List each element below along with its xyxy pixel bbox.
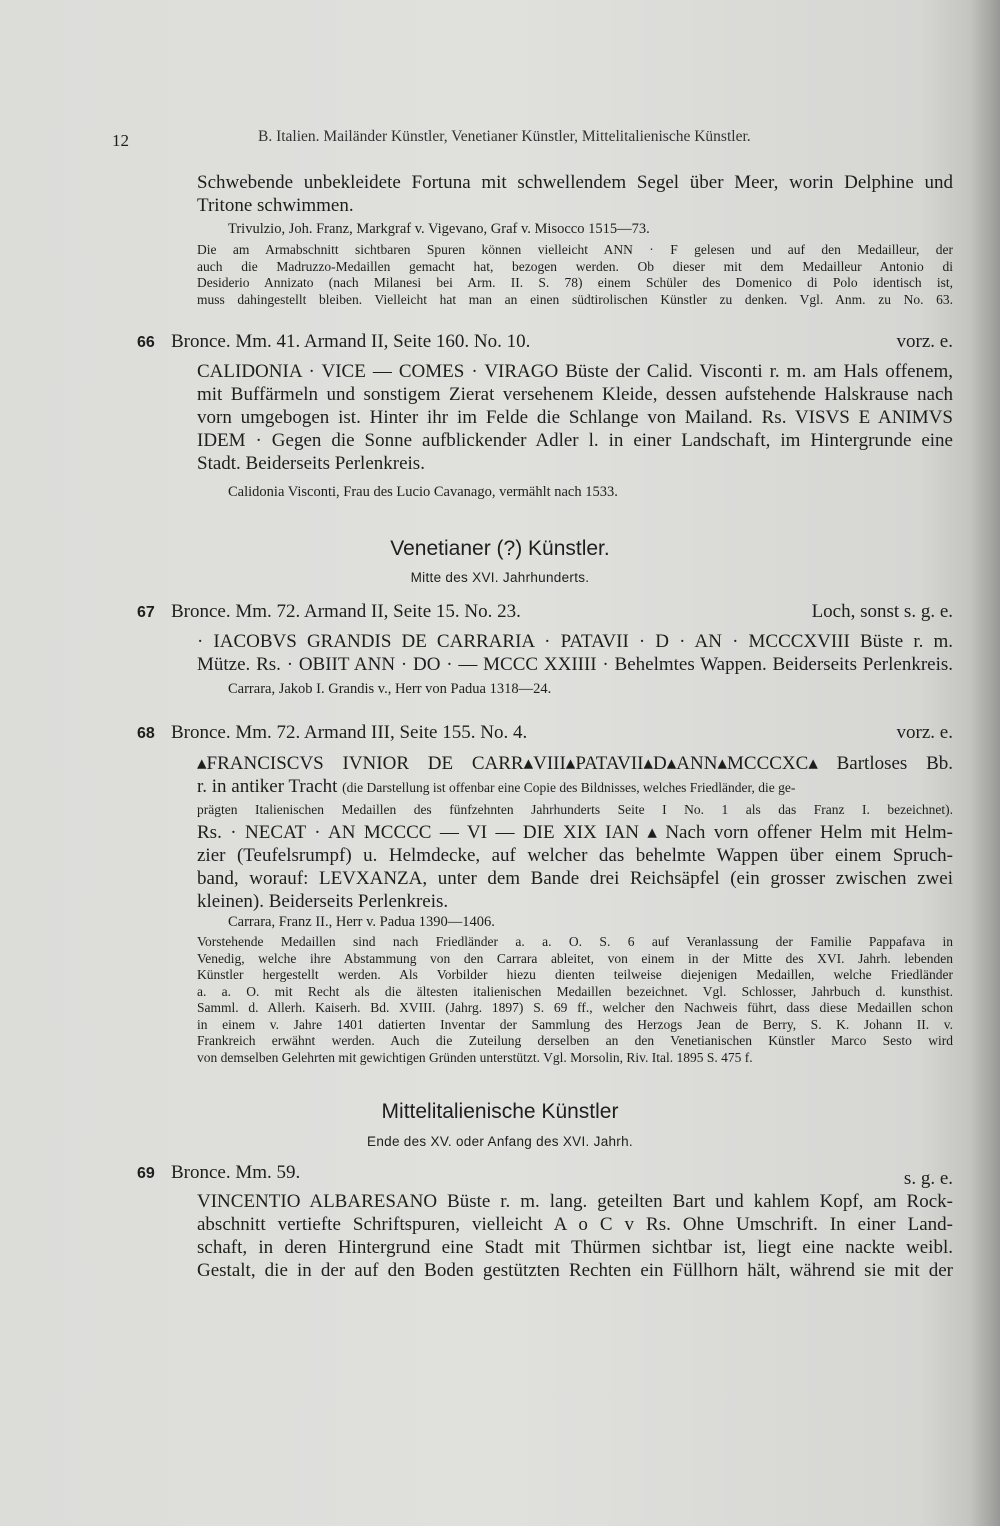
note-line: Desiderio Annizato (nach Milanesi bei Arm. II. S. 78) einem Schüler des Domenico di Polo identisch ist, (197, 275, 953, 290)
description-line: vorn umgebogen ist. Hinter ihr im Felde die Schlange von Mailand. Rs. VISVS E ANIMVS (197, 407, 953, 428)
intro-note-trivulzio: Trivulzio, Joh. Franz, Markgraf v. Vigevano, Graf v. Misocco 1515—73. (228, 221, 650, 237)
note-line: Künstler hergestellt werden. Als Vorbilder hiezu dienten teilweise diejenigen Medaillen, welche Friedländer (197, 967, 953, 982)
entry-number: 66 (137, 334, 155, 351)
description-line: Mütze. Rs. · OBIIT ANN · DO · — MCCC XXIIII · Behelmtes Wappen. Beiderseits Perlenkreis. (197, 654, 953, 675)
entry-67-heading (137, 601, 953, 623)
note-line: Samml. d. Allerh. Kaiserh. Bd. XVIII. (Jahrg. 1897) S. 69 ff., welcher den Nachweis führt, dass diese Medaillen schon (197, 1000, 953, 1015)
entry-68-note-paragraph (197, 934, 953, 1066)
entry-grade: Loch, sonst s. g. e. (811, 601, 953, 622)
description-line: VINCENTIO ALBARESANO Büste r. m. lang. geteilten Bart und kahlem Kopf, am Rock- (197, 1191, 953, 1212)
entry-head-text: Bronce. Mm. 72. Armand III, Seite 155. No. 4. (171, 722, 528, 743)
entry-66-note: Calidonia Visconti, Frau des Lucio Cavanago, vermählt nach 1533. (228, 484, 618, 500)
description-line: kleinen). Beiderseits Perlenkreis. (197, 891, 449, 912)
entry-66-heading (137, 331, 953, 353)
entry-number: 67 (137, 604, 155, 621)
description-line: Stadt. Beiderseits Perlenkreis. (197, 453, 425, 474)
entry-68-note-carrara: Carrara, Franz II., Herr v. Padua 1390—1406. (228, 914, 495, 930)
entry-grade: s. g. e. (903, 1168, 953, 1189)
intro-line: Schwebende unbekleidete Fortuna mit schwellendem Segel über Meer, worin Delphine und (197, 172, 953, 193)
note-line: in einem v. Jahre 1401 datierten Inventar der Sammlung des Herzogs Jean de Berry, S. K. Johann II. v. (197, 1016, 953, 1032)
description-line: · IACOBVS GRANDIS DE CARRARIA · PATAVII · D · AN · MCCCXVIII Büste r. m. (197, 631, 953, 652)
description-line: Gestalt, die in der auf den Boden gestützten Rechten ein Füllhorn hält, während sie mit der (197, 1260, 953, 1281)
note-line: Vorstehende Medaillen sind nach Friedländer a. a. O. S. 6 auf Veranlassung der Familie Pappafava in (197, 934, 953, 949)
description-line: schaft, in deren Hintergrund eine Stadt mit Thürmen sichtbar ist, liegt eine nackte weibl. (197, 1237, 953, 1258)
page-number: 12 (112, 131, 129, 150)
description-line: IDEM · Gegen die Sonne aufblickender Adler l. in einer Landschaft, im Hintergrunde eine (197, 430, 953, 451)
description-aside: (die Darstellung ist offenbar eine Copie des Bildnisses, welches Friedländer, die ge- (342, 780, 796, 795)
entry-number: 69 (137, 1165, 155, 1182)
entry-head-text: Bronce. Mm. 72. Armand II, Seite 15. No. 23. (171, 601, 521, 622)
section-title-mittelitalienisch: Mittelitalienische Künstler (381, 1100, 619, 1123)
note-line: muss dahingestellt bleiben. Vielleicht hat man an einen südtirolischen Künstler zu denken. Vgl. Anm. zu No. 63. (197, 291, 953, 307)
intro-paragraph (197, 171, 953, 217)
note-line: a. a. O. mit Recht als die ältesten italienischen Medaillen bezeichnet. Vgl. Schlosser, Jahrbuch d. kunsthist. (197, 983, 953, 999)
running-title: B. Italien. Mailänder Künstler, Venetianer Künstler, Mittelitalienische Künstler. (258, 128, 751, 145)
entry-head-text: Bronce. Mm. 59. (171, 1162, 301, 1183)
entry-head-text: Bronce. Mm. 41. Armand II, Seite 160. No. 10. (171, 331, 531, 352)
note-line: Venedig, welche ihre Abstammung von den Carrara ableitet, von einem in der Mitte des XVI. Jahrh. lebenden (197, 950, 953, 966)
description-line: band, worauf: LEVXANZA, unter dem Bande drei Reichsäpfel (ein grosser zwischen zwei (197, 868, 953, 889)
description-line: Rs. · NECAT · AN MCCCC — VI — DIE XIX IAN ▴ Nach vorn offener Helm mit Helm- (197, 822, 953, 843)
note-line: von demselben Gelehrten mit gewichtigen Gründen unterstützt. Vgl. Morsolin, Riv. Ital. 1895 S. 475 f. (197, 1049, 753, 1065)
page-spine-shadow (970, 0, 1000, 1526)
description-line: CALIDONIA · VICE — COMES · VIRAGO Büste der Calid. Visconti r. m. am Hals offenem, (197, 361, 953, 382)
entry-grade: vorz. e. (896, 722, 953, 743)
entry-66-description (197, 360, 953, 475)
entry-67-note: Carrara, Jakob I. Grandis v., Herr von Padua 1318—24. (228, 681, 552, 697)
description-line: zier (Teufelsrumpf) u. Helmdecke, auf welcher das behelmte Wappen über einem Spruch- (197, 845, 953, 866)
entry-69-heading (137, 1162, 953, 1189)
entry-68-heading (137, 722, 953, 744)
section-subtitle-mittelitalienisch: Ende des XV. oder Anfang des XVI. Jahrh. (367, 1134, 633, 1149)
description-line: ▴FRANCISCVS IVNIOR DE CARR▴VIII▴PATAVII▴D▴ANN▴MCCCXC▴ Bartloses Bb. (197, 753, 953, 774)
intro-note-paragraph (197, 242, 953, 308)
entry-69-description (197, 1190, 953, 1282)
note-line: Frankreich erwähnt werden. Auch die Zuteilung derselben an den Venetianischen Künstler Marco Sesto wird (197, 1033, 953, 1048)
note-line: auch die Madruzzo-Medaillen gemacht hat, bezogen werden. Ob dieser mit dem Medailleur Antonio di (197, 258, 953, 274)
entry-67-description (197, 630, 953, 676)
section-subtitle-venetianer: Mitte des XVI. Jahrhunderts. (410, 570, 590, 585)
entry-grade: vorz. e. (896, 331, 953, 352)
entry-number: 68 (137, 725, 155, 742)
section-title-venetianer: Venetianer (?) Künstler. (390, 537, 610, 560)
intro-line: Tritone schwimmen. (197, 195, 354, 216)
description-line: abschnitt vertiefte Schriftspuren, vielleicht A o C v Rs. Ohne Umschrift. In einer Land- (197, 1214, 953, 1235)
note-line: Die am Armabschnitt sichtbaren Spuren können vielleicht ANN · F gelesen und auf den Medailleur, der (197, 242, 953, 257)
description-line (197, 775, 953, 798)
description-line: mit Buffärmeln und sonstigem Zierat versehenem Kleide, dessen aufstehende Halskrause nach (197, 384, 953, 405)
description-text: r. in antiker Tracht (197, 776, 338, 797)
description-aside: prägten Italienischen Medaillen des fünfzehnten Jahrhunderts Seite I No. 1 als das Franz I. bezeichnet). (197, 802, 953, 817)
entry-68-description (197, 752, 953, 913)
